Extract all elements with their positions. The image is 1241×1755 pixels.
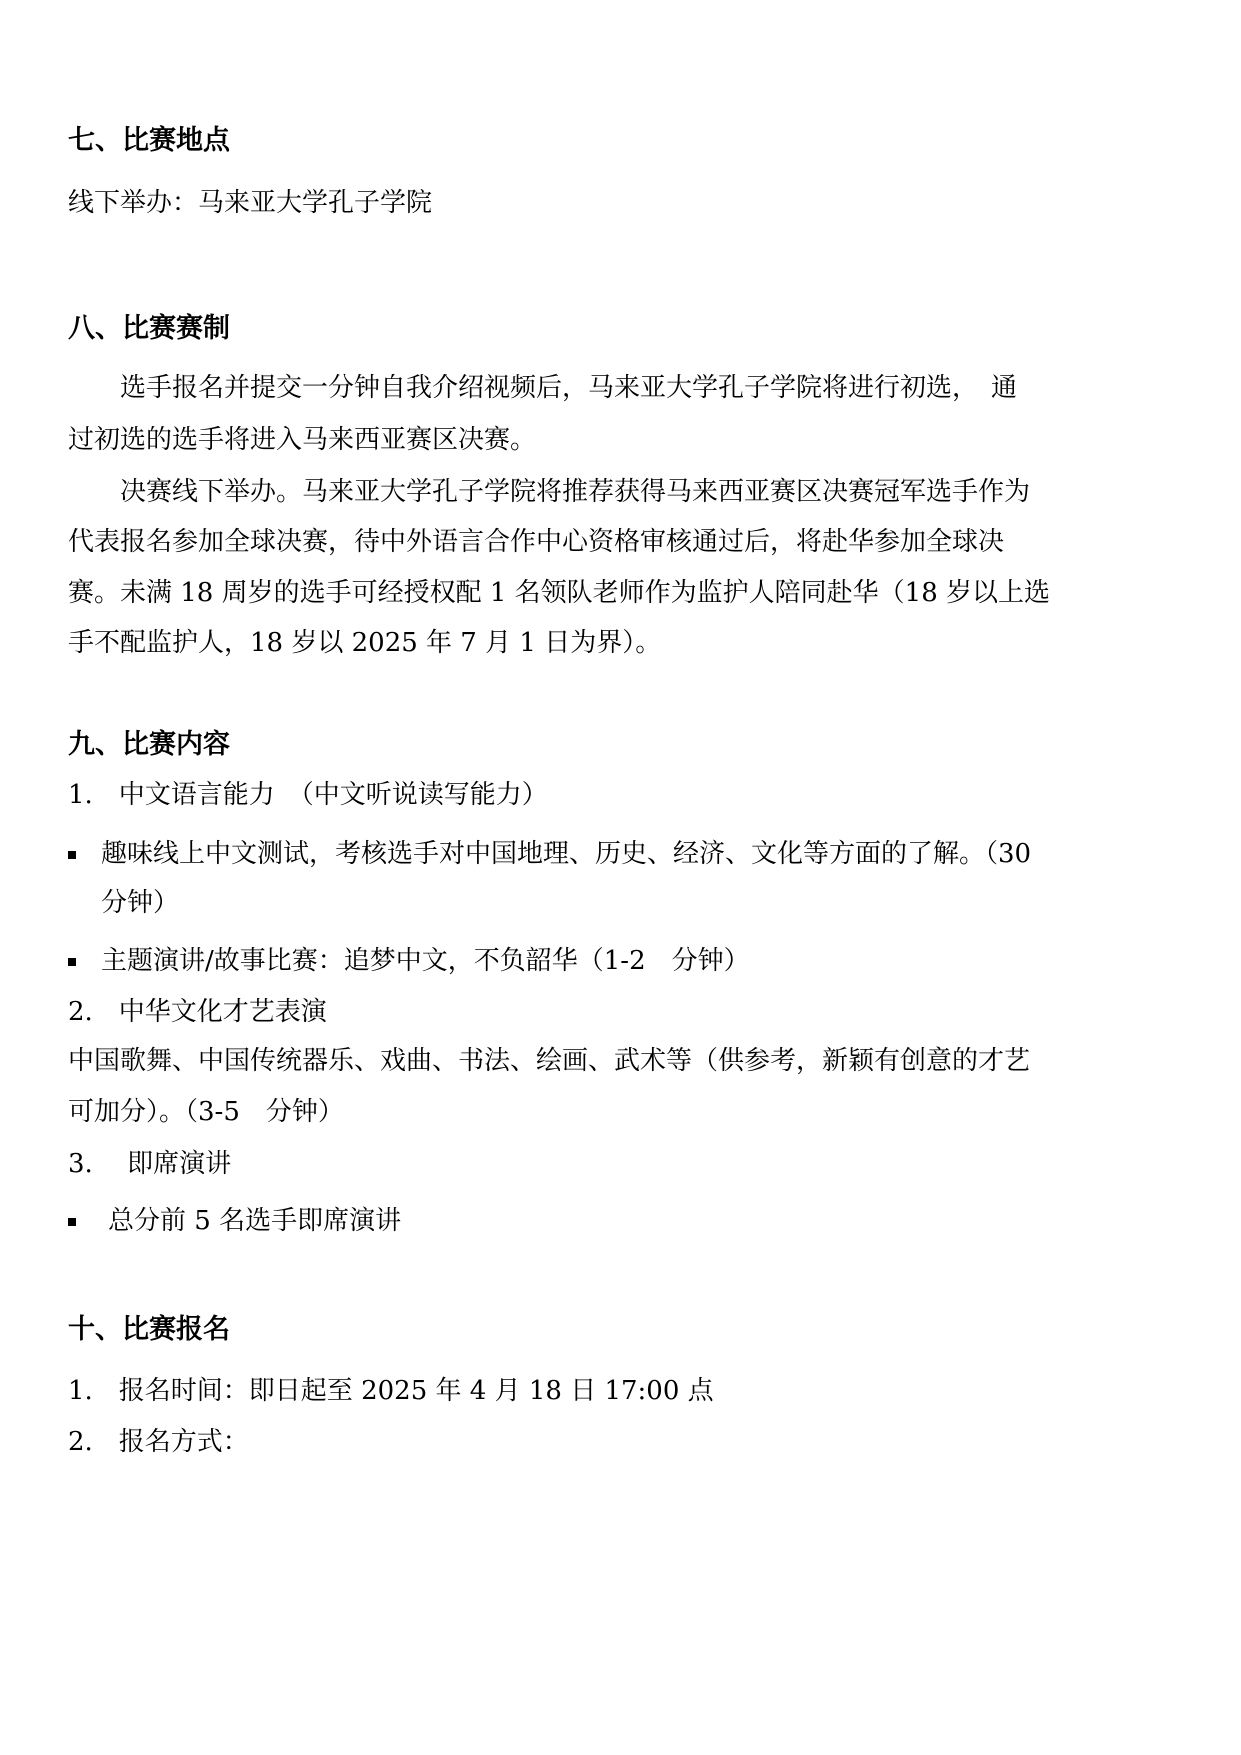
bullet-square-icon [68, 958, 76, 966]
section-7-heading: 七、比赛地点 [68, 125, 230, 156]
section-9-bullet1-line2: 分钟） [101, 888, 180, 918]
section-9-item-3: 3. 即席演讲 [68, 1149, 232, 1179]
bullet-square-icon [68, 851, 76, 859]
section-9-item-1: 1. 中文语言能力 （中文听说读写能力） [68, 780, 548, 810]
bullet-square-icon [68, 1218, 76, 1226]
section-8-para2-line4: 手不配监护人，18 岁以 2025 年 7 月 1 日为界）。 [68, 628, 662, 658]
section-9-talent-line1: 中国歌舞、中国传统器乐、戏曲、书法、绘画、武术等（供参考，新颖有创意的才艺 [68, 1046, 1031, 1076]
section-8-para2-line1: 决赛线下举办。马来亚大学孔子学院将推荐获得马来西亚赛区决赛冠军选手作为 [120, 477, 1031, 507]
section-9-bullet2: 主题演讲/故事比赛：追梦中文，不负韶华（1-2 分钟） [101, 946, 750, 976]
section-10-item-1: 1. 报名时间：即日起至 2025 年 4 月 18 日 17:00 点 [68, 1376, 714, 1406]
section-10-item-2: 2. 报名方式： [68, 1427, 249, 1457]
section-8-heading: 八、比赛赛制 [68, 313, 230, 344]
section-8-para2-line2: 代表报名参加全球决赛，待中外语言合作中心资格审核通过后，将赴华参加全球决 [68, 527, 1005, 557]
section-8-para1-line2: 过初选的选手将进入马来西亚赛区决赛。 [68, 425, 537, 455]
section-8-para1-line1: 选手报名并提交一分钟自我介绍视频后，马来亚大学孔子学院将进行初选， 通 [120, 373, 1018, 403]
section-10-heading: 十、比赛报名 [68, 1314, 230, 1345]
section-9-bullet3: 总分前 5 名选手即席演讲 [108, 1206, 402, 1236]
section-9-item-2: 2. 中华文化才艺表演 [68, 997, 327, 1027]
section-8-para2-line3: 赛。未满 18 周岁的选手可经授权配 1 名领队老师作为监护人陪同赴华（18 岁以上选 [68, 578, 1051, 608]
section-9-bullet1-line1: 趣味线上中文测试，考核选手对中国地理、历史、经济、文化等方面的了解。（30 [101, 839, 1032, 869]
section-7-venue: 线下举办：马来亚大学孔子学院 [68, 188, 433, 218]
section-9-heading: 九、比赛内容 [68, 729, 230, 760]
section-9-talent-line2: 可加分）。（3-5 分钟） [68, 1097, 344, 1127]
